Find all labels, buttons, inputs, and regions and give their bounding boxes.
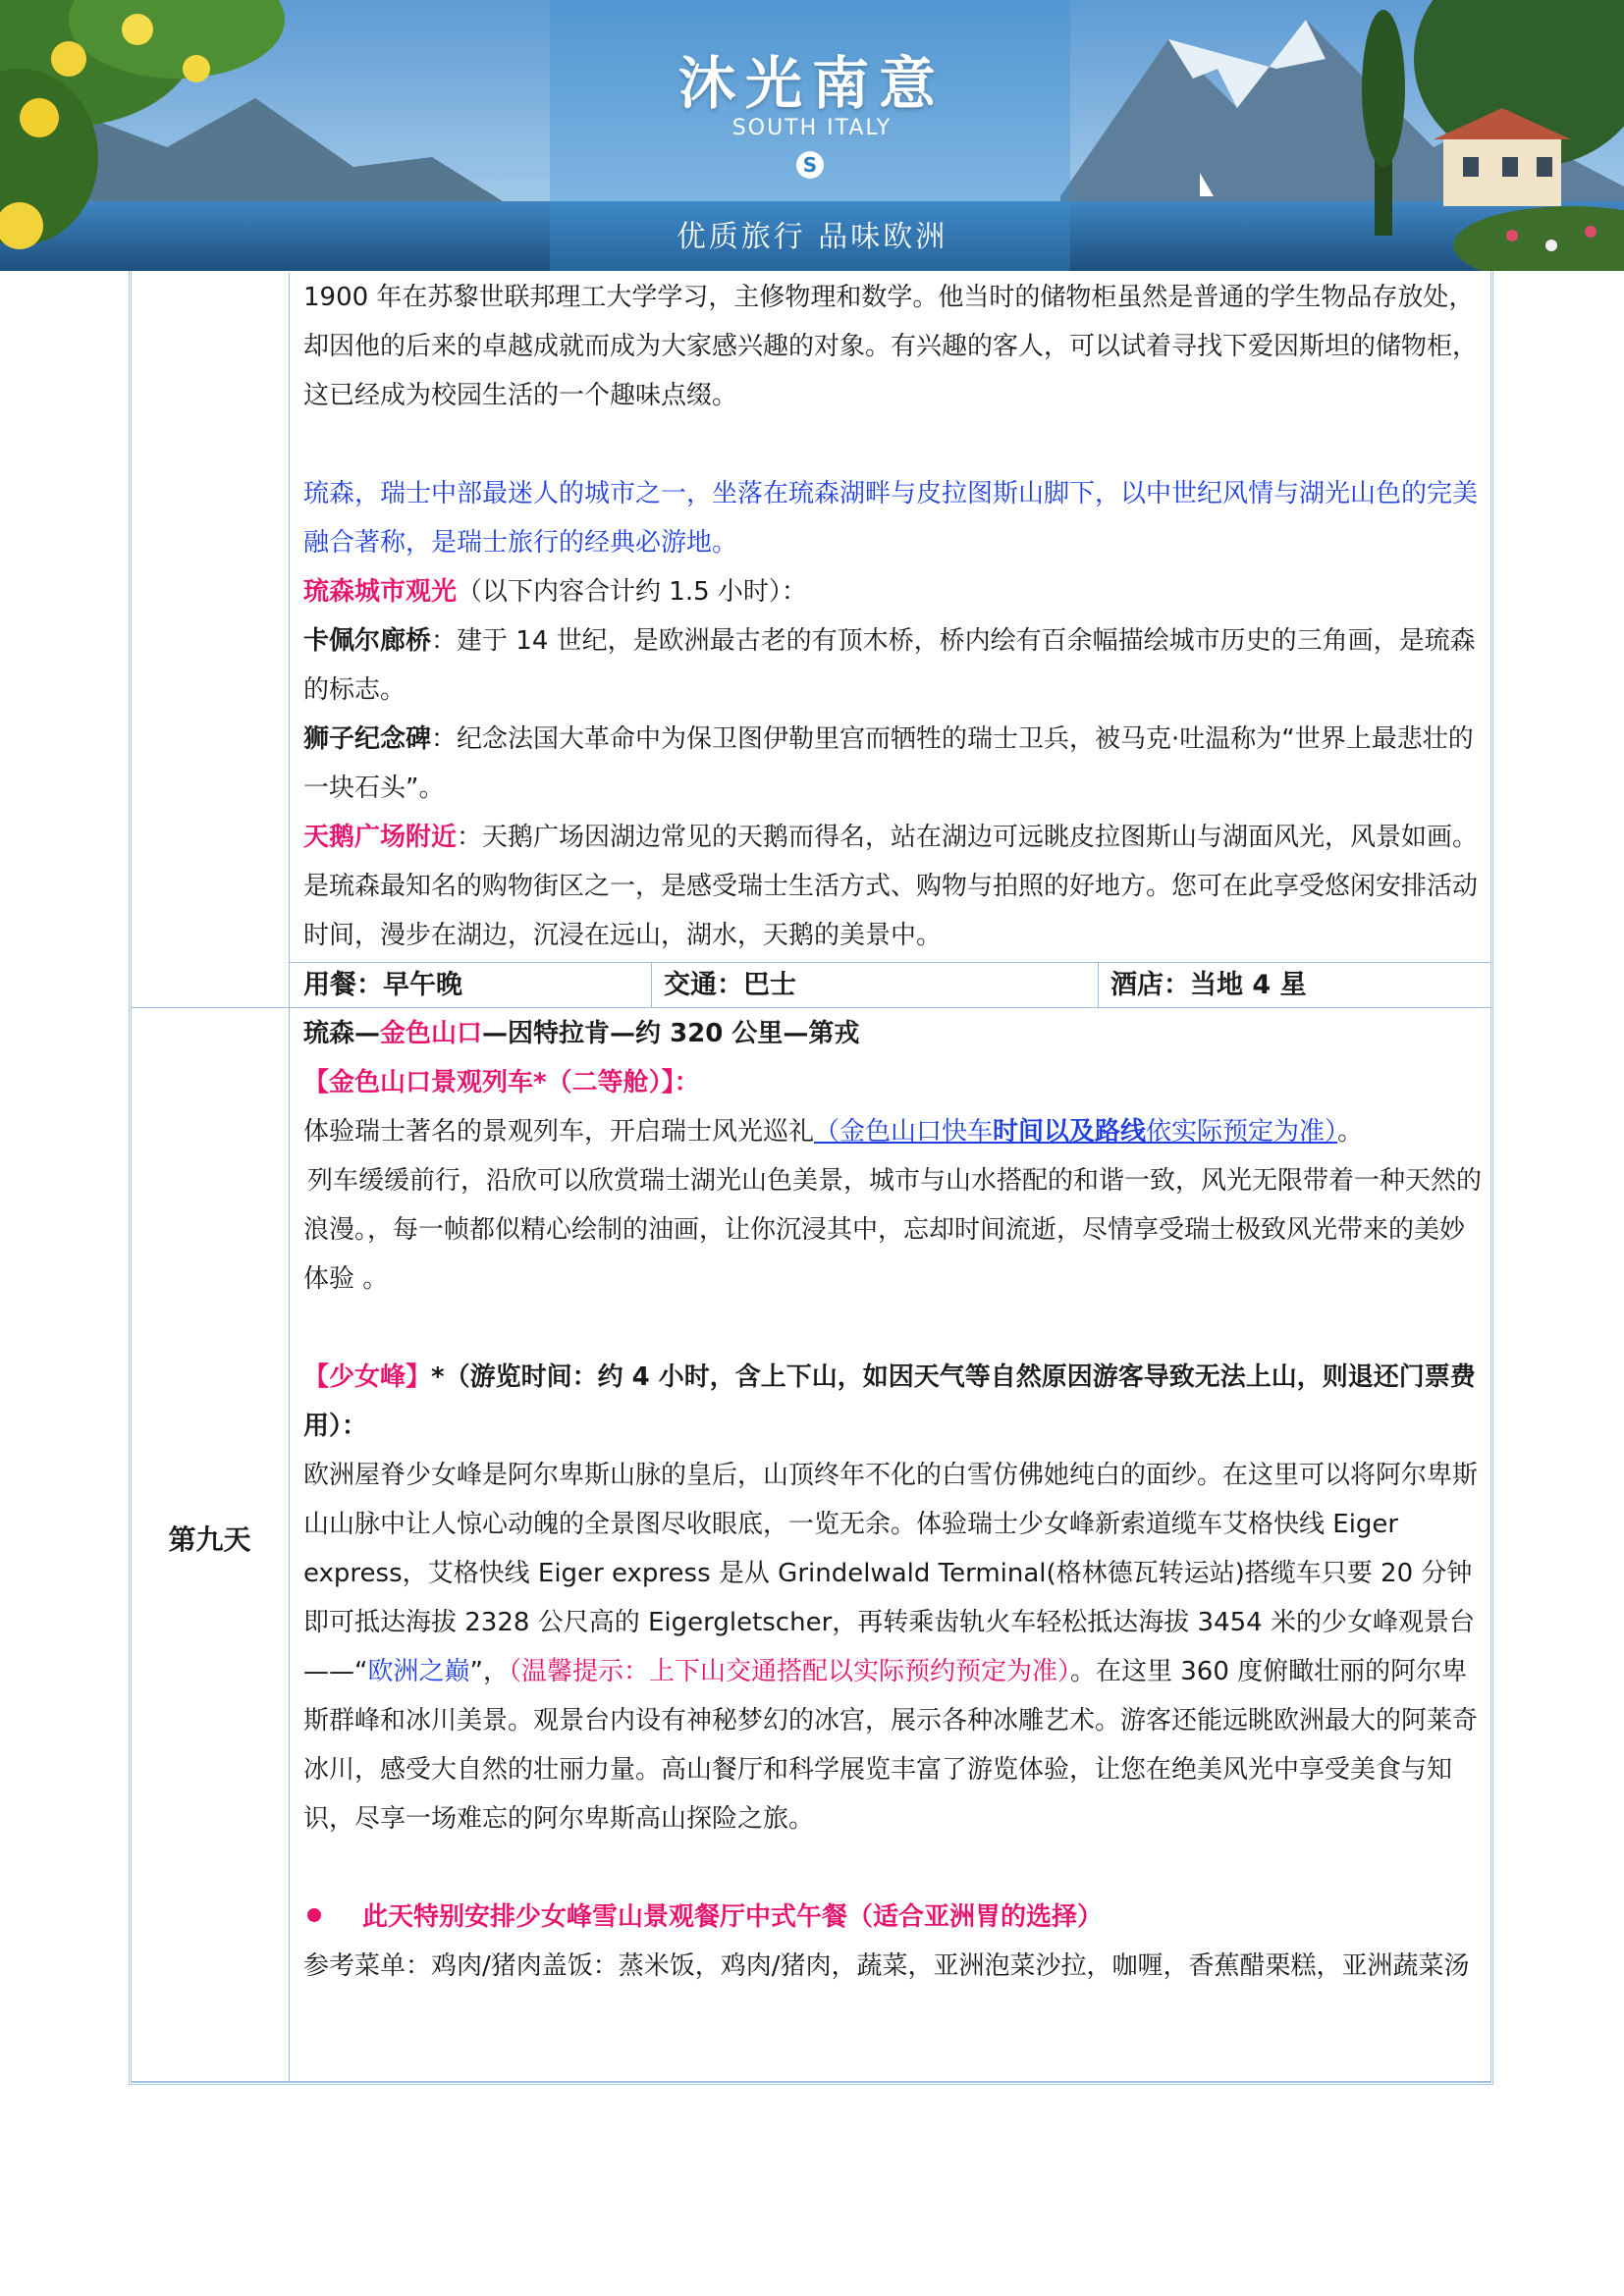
- brand-slogan: 优质旅行 品味欧洲: [676, 220, 948, 254]
- brand-subtitle: SOUTH ITALY: [731, 116, 893, 140]
- chapel-bridge-paragraph: [303, 616, 1482, 715]
- jungfrau-heading: [303, 1353, 1482, 1451]
- jungfrau-top-of-europe: 欧洲之巅: [367, 1657, 470, 1686]
- lucerne-tour-title: 琉森城市观光: [303, 577, 458, 607]
- bullet-icon: [307, 1908, 321, 1922]
- table-bottom-border: [132, 2081, 1490, 2082]
- chapel-bridge-title: 卡佩尔廊桥: [303, 626, 432, 656]
- table-cell-divider: [1098, 962, 1099, 1007]
- lion-monument-text: ：纪念法国大革命中为保卫图伊勒里宫而牺牲的瑞士卫兵，被马克·吐温称为“世界上最悲壮的一块石头”。: [303, 724, 1474, 803]
- transport-cell: 交通：巴士: [664, 970, 796, 1000]
- swan-square-text: ：天鹅广场因湖边常见的天鹅而得名，站在湖边可远眺皮拉图斯山与湖面风光，风景如画。是琉森最知名的购物街区之一，是感受瑞士生活方式、购物与拍照的好地方。您可在此享受悠闲安排活动时间，漫步在湖边，沉浸在远山，湖水，天鹅的美景中。: [303, 823, 1479, 950]
- lion-monument-title: 狮子纪念碑: [303, 724, 432, 754]
- train-text-b: 。: [1337, 1117, 1364, 1147]
- table-row-divider: [132, 1007, 1490, 1008]
- swan-square-title: 天鹅广场附近: [303, 823, 458, 852]
- train-text-a: 体验瑞士著名的景观列车，开启瑞士风光巡礼: [303, 1117, 815, 1147]
- lion-monument-paragraph: [303, 715, 1482, 813]
- spacer: [303, 1304, 1482, 1353]
- table-row-divider: [289, 962, 1490, 963]
- lunch-highlight: [303, 1893, 1482, 1942]
- train-text-c: 列车缓缓前行，沿欣可以欣赏瑞士湖光山色美景，城市与山水搭配的和谐一致，风光无限带着一种天然的浪漫。，每一帧都似精心绘制的油画，让你沉浸其中，忘却时间流逝，尽情享受瑞士极致风光带来的美妙体验 。: [303, 1166, 1483, 1294]
- golden-pass-train-title: 【金色山口景观列车*（二等舱）】：: [303, 1068, 700, 1097]
- day-label: 第九天: [168, 1523, 251, 1556]
- train-link-c: 依实际预定为准）: [1146, 1117, 1338, 1147]
- jungfrau-text-b: ”，: [469, 1657, 509, 1686]
- route-golden-pass: 金色山口: [380, 1019, 483, 1048]
- lucerne-tour-heading: [303, 567, 1482, 616]
- route-rest: —因特拉肯—约 320 公里—第戎: [482, 1019, 860, 1048]
- lucerne-tour-note: （以下内容合计约 1.5 小时）：: [457, 577, 807, 607]
- spacer: [303, 420, 1482, 469]
- jungfrau-text-c: 。在这里 360 度俯瞰壮丽的阿尔卑斯群峰和冰川美景。观景台内设有神秘梦幻的冰宫，展示各种冰雕艺术。游客还能远眺欧洲最大的阿莱奇冰川，感受大自然的壮丽力量。高山餐厅和科学展览丰富了游览体验，让您在绝美风光中享受美食与知识，尽享一场难忘的阿尔卑斯高山探险之旅。: [303, 1657, 1479, 1834]
- brand-logo-icon: [796, 151, 824, 179]
- spacer: [303, 1843, 1482, 1893]
- day9-content: [303, 1009, 1482, 1991]
- table-cell-divider: [651, 962, 652, 1007]
- einstein-paragraph: 1900 年在苏黎世联邦理工大学学习，主修物理和数学。他当时的储物柜虽然是普通的学生物品存放处，却因他的后来的卓越成就而成为大家感兴趣的对象。有兴趣的客人，可以试着寻找下爱因斯坦的储物柜，这已经成为校园生活的一个趣味点缀。: [303, 283, 1479, 410]
- jungfrau-title: 【少女峰】: [303, 1362, 432, 1392]
- route-start: 琉森—: [303, 1019, 381, 1048]
- header-banner: [0, 0, 1624, 271]
- jungfrau-paragraph: [303, 1451, 1482, 1843]
- meal-cell: 用餐：早午晚: [303, 970, 462, 1000]
- swan-square-paragraph: [303, 813, 1482, 960]
- golden-pass-train-paragraph: [303, 1107, 1482, 1304]
- train-link-b: 时间以及路线: [993, 1117, 1147, 1147]
- jungfrau-text-a: 欧洲屋脊少女峰是阿尔卑斯山脉的皇后，山顶终年不化的白雪仿佛她纯白的面纱。在这里可以将阿尔卑斯山山脉中让人惊心动魄的全景图尽收眼底，一览无余。体验瑞士少女峰新索道缆车艾格快线 Eiger express，艾格快线 Eiger express 是从 Grindelwald Terminal(格林德瓦转运站)搭缆车只要 20 分钟即可抵达海拔 2328 公尺高的 Eigergletscher，再转乘齿轨火车轻松抵达海拔 3454 米的少女峰观景台——“: [303, 1461, 1479, 1686]
- lunch-highlight-text: 此天特别安排少女峰雪山景观餐厅中式午餐（适合亚洲胃的选择）: [362, 1902, 1104, 1932]
- hotel-cell: 酒店：当地 4 星: [1110, 970, 1307, 1000]
- train-link[interactable]: [814, 1117, 1337, 1147]
- reference-menu: 参考菜单：鸡肉/猪肉盖饭：蒸米饭，鸡肉/猪肉，蔬菜，亚洲泡菜沙拉，咖喱，香蕉醋栗糕，亚洲蔬菜汤: [303, 1951, 1470, 1981]
- day9-route: [303, 1009, 1482, 1058]
- brand-title: 沐光南意: [677, 50, 946, 117]
- train-link-a: （金色山口快车: [814, 1117, 994, 1147]
- jungfrau-warm-tip: （温馨提示：上下山交通搭配以实际预约预定为准）: [508, 1657, 1070, 1686]
- jungfrau-note: *（游览时间：约 4 小时，含上下山，如因天气等自然原因游客导致无法上山，则退还门票费用）：: [303, 1362, 1476, 1441]
- brand-logo-glyph: S: [802, 153, 818, 177]
- lucerne-intro: 琉森，瑞士中部最迷人的城市之一，坐落在琉森湖畔与皮拉图斯山脚下，以中世纪风情与湖光山色的完美融合著称，是瑞士旅行的经典必游地。: [303, 479, 1479, 558]
- day8-content: [303, 273, 1482, 960]
- table-column-divider: [289, 273, 290, 2082]
- chapel-bridge-text: ：建于 14 世纪，是欧洲最古老的有顶木桥，桥内绘有百余幅描绘城市历史的三角画，是琉森的标志。: [303, 626, 1476, 705]
